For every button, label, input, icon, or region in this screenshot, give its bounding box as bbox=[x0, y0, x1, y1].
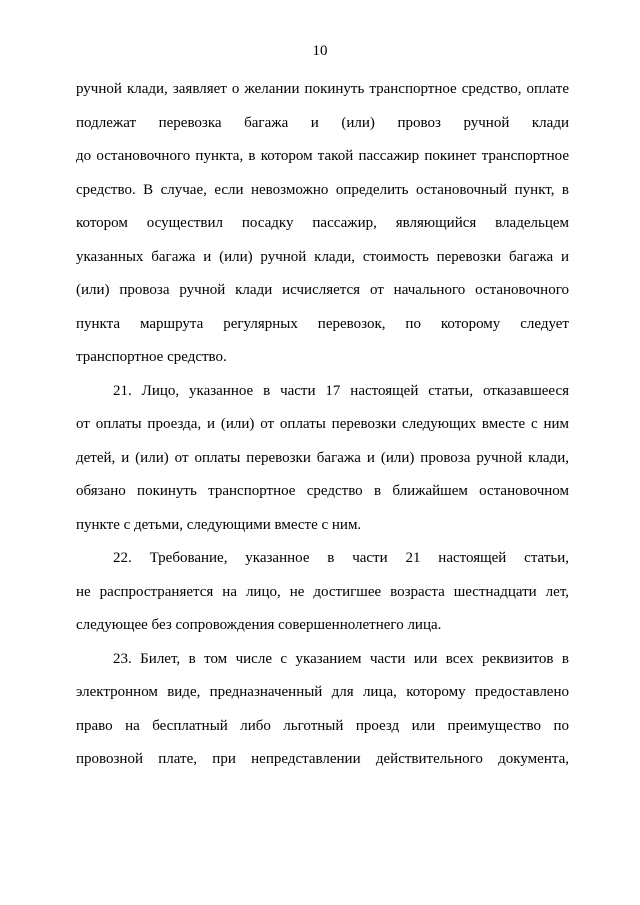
text-line: обязано покинуть транспортное средство в ближайшем остановочном bbox=[76, 483, 569, 499]
text-line: 21. Лицо, указанное в части 17 настоящей статьи, отказавшееся bbox=[113, 382, 569, 399]
text-line: пункте с детьми, следующими вместе с ним. bbox=[76, 516, 362, 533]
text-line: указанных багажа и (или) ручной клади, стоимость перевозки багажа и bbox=[76, 248, 569, 265]
document-body bbox=[76, 80, 569, 784]
text-line: средство. В случае, если невозможно определить остановочный пункт, в bbox=[76, 181, 569, 198]
text-line: детей, и (или) от оплаты перевозки багажа и (или) провоза ручной клади, bbox=[76, 449, 569, 466]
text-line: до остановочного пункта, в котором такой пассажир покинет транспортное bbox=[76, 148, 569, 164]
text-line: транспортное средство. bbox=[76, 349, 227, 365]
paragraph-continuation bbox=[76, 80, 569, 382]
paragraph-23 bbox=[76, 650, 569, 784]
text-line: не распространяется на лицо, не достигшее возраста шестнадцати лет, bbox=[76, 583, 569, 600]
text-line: право на бесплатный либо льготный проезд или преимущество по bbox=[76, 717, 569, 734]
text-line: подлежат перевозка багажа и (или) провоз ручной клади bbox=[76, 114, 569, 131]
text-line: провозной плате, при непредставлении действительного документа, bbox=[76, 751, 569, 767]
paragraph-22 bbox=[76, 549, 569, 650]
text-line: от оплаты проезда, и (или) от оплаты перевозки следующих вместе с ним bbox=[76, 416, 569, 432]
page-number: 10 bbox=[312, 43, 328, 59]
text-line: следующее без сопровождения совершеннолетнего лица. bbox=[76, 617, 442, 633]
text-line: котором осуществил посадку пассажир, являющийся владельцем bbox=[76, 215, 569, 231]
text-line: ручной клади, заявляет о желании покинуть транспортное средство, оплате bbox=[76, 81, 569, 97]
text-line: (или) провоза ручной клади исчисляется от начального остановочного bbox=[76, 282, 569, 298]
text-line: электронном виде, предназначенный для лица, которому предоставлено bbox=[76, 684, 569, 700]
text-line: 23. Билет, в том числе с указанием части или всех реквизитов в bbox=[113, 650, 569, 667]
paragraph-21 bbox=[76, 382, 569, 550]
text-line: 22. Требование, указанное в части 21 настоящей статьи, bbox=[113, 550, 569, 566]
text-line: пункта маршрута регулярных перевозок, по которому следует bbox=[76, 315, 569, 332]
